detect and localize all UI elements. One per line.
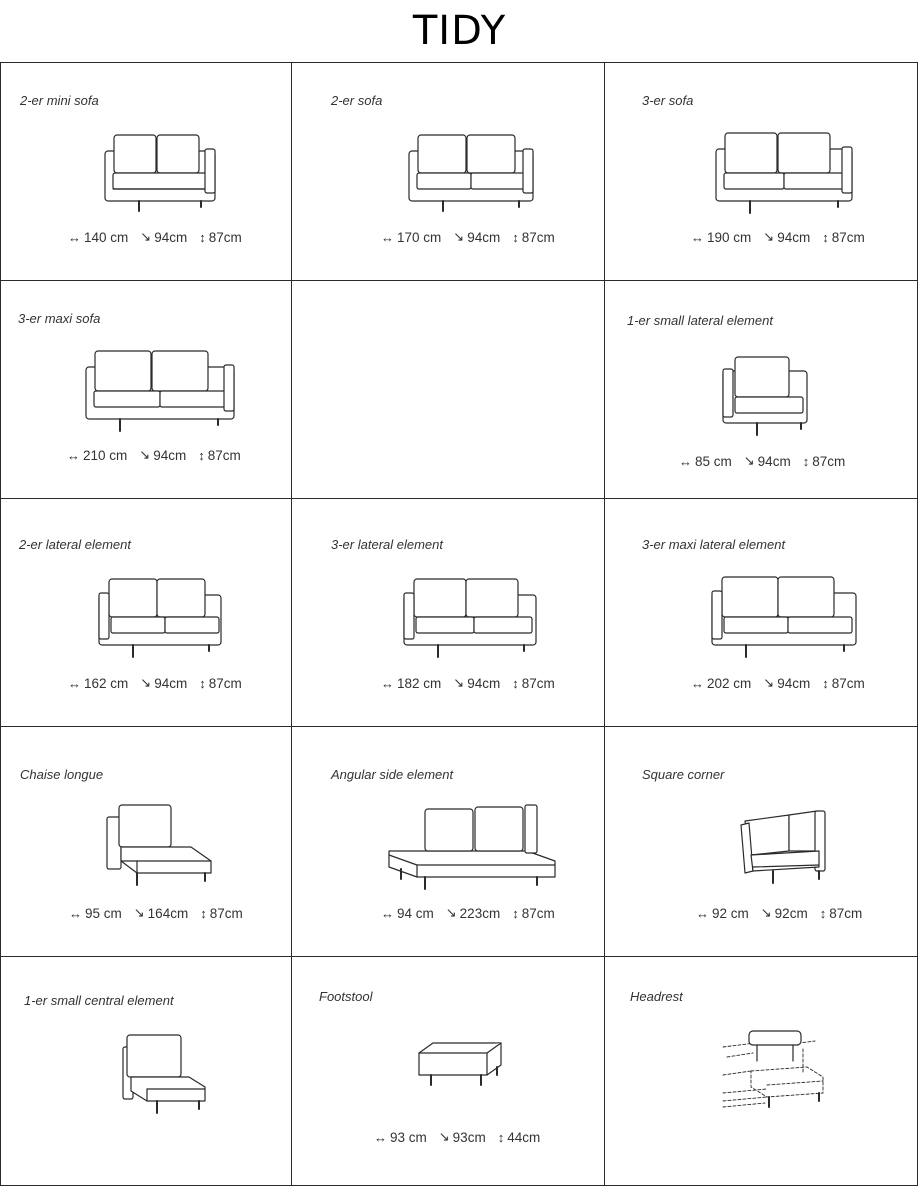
- depth-icon: ↘: [453, 229, 465, 244]
- height-icon: ↕: [819, 905, 827, 921]
- height-icon: ↕: [512, 675, 519, 691]
- product-cell: [291, 62, 605, 281]
- height-value: 87cm: [812, 453, 846, 469]
- depth-value: 94cm: [777, 675, 811, 691]
- depth-icon: ↘: [139, 447, 151, 462]
- width-value: 190 cm: [707, 229, 752, 245]
- width-icon: ↔: [381, 905, 394, 921]
- depth-value: 92cm: [774, 905, 808, 921]
- width-value: 92 cm: [712, 905, 749, 921]
- three-seat-lateral-element-icon: [404, 579, 538, 661]
- product-name: Footstool: [319, 989, 373, 1004]
- width-value: 210 cm: [83, 447, 128, 463]
- depth-value: 94cm: [757, 453, 791, 469]
- product-cell: [0, 726, 292, 957]
- depth-value: 94cm: [467, 675, 501, 691]
- height-icon: ↕: [497, 1129, 505, 1145]
- width-icon: ↔: [679, 453, 692, 469]
- maxi-sofa-icon: [86, 351, 236, 433]
- product-name: 3-er lateral element: [331, 537, 443, 552]
- height-value: 44cm: [507, 1129, 541, 1145]
- width-icon: ↔: [381, 675, 394, 691]
- headrest-icon: [723, 1029, 827, 1115]
- chaise-longue-icon: [107, 805, 215, 891]
- width-icon: ↔: [374, 1129, 387, 1145]
- height-icon: ↕: [198, 447, 205, 463]
- dimensions: [381, 675, 555, 691]
- height-value: 87cm: [209, 905, 243, 921]
- depth-value: 94cm: [777, 229, 811, 245]
- depth-icon: ↘: [453, 675, 465, 690]
- height-value: 87cm: [521, 675, 555, 691]
- single-lateral-element-icon: [723, 357, 809, 439]
- height-icon: ↕: [199, 675, 206, 691]
- depth-icon: ↘: [763, 229, 775, 244]
- width-icon: ↔: [691, 675, 704, 691]
- product-cell: [604, 498, 918, 727]
- depth-value: 223cm: [459, 905, 501, 921]
- page-title: TIDY: [412, 8, 507, 54]
- depth-icon: ↘: [743, 453, 755, 468]
- product-cell: [291, 956, 605, 1186]
- product-name: Square corner: [642, 767, 725, 782]
- dimensions: [68, 229, 242, 245]
- height-value: 87cm: [208, 229, 242, 245]
- height-icon: ↕: [802, 453, 810, 469]
- product-name: 2-er sofa: [331, 93, 383, 108]
- height-icon: ↕: [822, 229, 829, 245]
- product-cell: [0, 498, 292, 727]
- depth-value: 94cm: [153, 447, 187, 463]
- height-icon: ↕: [512, 905, 519, 921]
- two-seat-sofa-icon: [105, 135, 217, 215]
- depth-icon: ↘: [438, 1129, 450, 1144]
- product-name: Chaise longue: [20, 767, 104, 782]
- depth-value: 93cm: [452, 1129, 486, 1145]
- height-icon: ↕: [512, 229, 519, 245]
- dimensions: [374, 1129, 540, 1145]
- height-value: 87cm: [831, 675, 865, 691]
- height-icon: ↕: [200, 905, 207, 921]
- depth-value: 94cm: [467, 229, 501, 245]
- width-value: 202 cm: [707, 675, 752, 691]
- height-value: 87cm: [831, 229, 865, 245]
- height-icon: ↕: [199, 229, 206, 245]
- width-icon: ↔: [696, 905, 709, 921]
- dimensions: [68, 675, 242, 691]
- product-name: Angular side element: [331, 767, 454, 782]
- product-cell: [0, 280, 292, 499]
- three-seat-sofa-icon: [716, 133, 854, 215]
- maxi-lateral-element-icon: [712, 577, 858, 661]
- footstool-icon: [419, 1043, 503, 1087]
- product-name: 3-er maxi lateral element: [642, 537, 786, 552]
- product-cell: [291, 498, 605, 727]
- depth-icon: ↘: [140, 229, 152, 244]
- product-cell: [604, 726, 918, 957]
- dimensions: [381, 905, 555, 921]
- product-cell: [291, 726, 605, 957]
- dimensions: [67, 447, 241, 463]
- product-cell: [604, 280, 918, 499]
- dimensions: [691, 229, 865, 245]
- product-cell: [0, 956, 292, 1186]
- dimensions: [381, 229, 555, 245]
- width-value: 85 cm: [695, 453, 732, 469]
- width-icon: ↔: [68, 675, 81, 691]
- depth-value: 94cm: [154, 675, 188, 691]
- width-value: 95 cm: [85, 905, 122, 921]
- angular-side-element-icon: [389, 805, 557, 893]
- product-name: 2-er mini sofa: [20, 93, 99, 108]
- width-value: 93 cm: [390, 1129, 427, 1145]
- depth-icon: ↘: [763, 675, 775, 690]
- product-name: 1-er small central element: [24, 993, 174, 1008]
- two-seat-lateral-element-icon: [99, 579, 223, 661]
- product-grid: [0, 62, 918, 1186]
- central-element-icon: [123, 1035, 209, 1121]
- dimensions: [691, 675, 865, 691]
- width-icon: ↔: [69, 905, 82, 921]
- depth-icon: ↘: [140, 675, 152, 690]
- height-value: 87cm: [829, 905, 863, 921]
- dimensions: [679, 453, 845, 469]
- product-name: 1-er small lateral element: [627, 313, 773, 328]
- width-icon: ↔: [691, 229, 704, 245]
- depth-icon: ↘: [445, 905, 457, 920]
- depth-icon: ↘: [760, 905, 772, 920]
- product-name: 3-er sofa: [642, 93, 694, 108]
- height-value: 87cm: [207, 447, 241, 463]
- dimensions: [69, 905, 243, 921]
- product-name: Headrest: [630, 989, 683, 1004]
- width-value: 162 cm: [84, 675, 129, 691]
- product-name: 3-er maxi sofa: [18, 311, 101, 326]
- product-cell: [0, 62, 292, 281]
- width-value: 170 cm: [397, 229, 442, 245]
- width-value: 182 cm: [397, 675, 442, 691]
- product-cell: [604, 62, 918, 281]
- product-name: 2-er lateral element: [19, 537, 131, 552]
- width-value: 94 cm: [397, 905, 434, 921]
- height-value: 87cm: [521, 229, 555, 245]
- two-seat-sofa-icon: [409, 135, 535, 215]
- empty-cell: [291, 280, 605, 499]
- height-value: 87cm: [208, 675, 242, 691]
- height-icon: ↕: [822, 675, 829, 691]
- product-cell: [604, 956, 918, 1186]
- square-corner-icon: [741, 811, 827, 895]
- width-value: 140 cm: [84, 229, 129, 245]
- depth-icon: ↘: [133, 905, 145, 920]
- width-icon: ↔: [68, 229, 81, 245]
- dimensions: [696, 905, 862, 921]
- width-icon: ↔: [381, 229, 394, 245]
- depth-value: 94cm: [154, 229, 188, 245]
- height-value: 87cm: [521, 905, 555, 921]
- width-icon: ↔: [67, 447, 80, 463]
- depth-value: 164cm: [147, 905, 189, 921]
